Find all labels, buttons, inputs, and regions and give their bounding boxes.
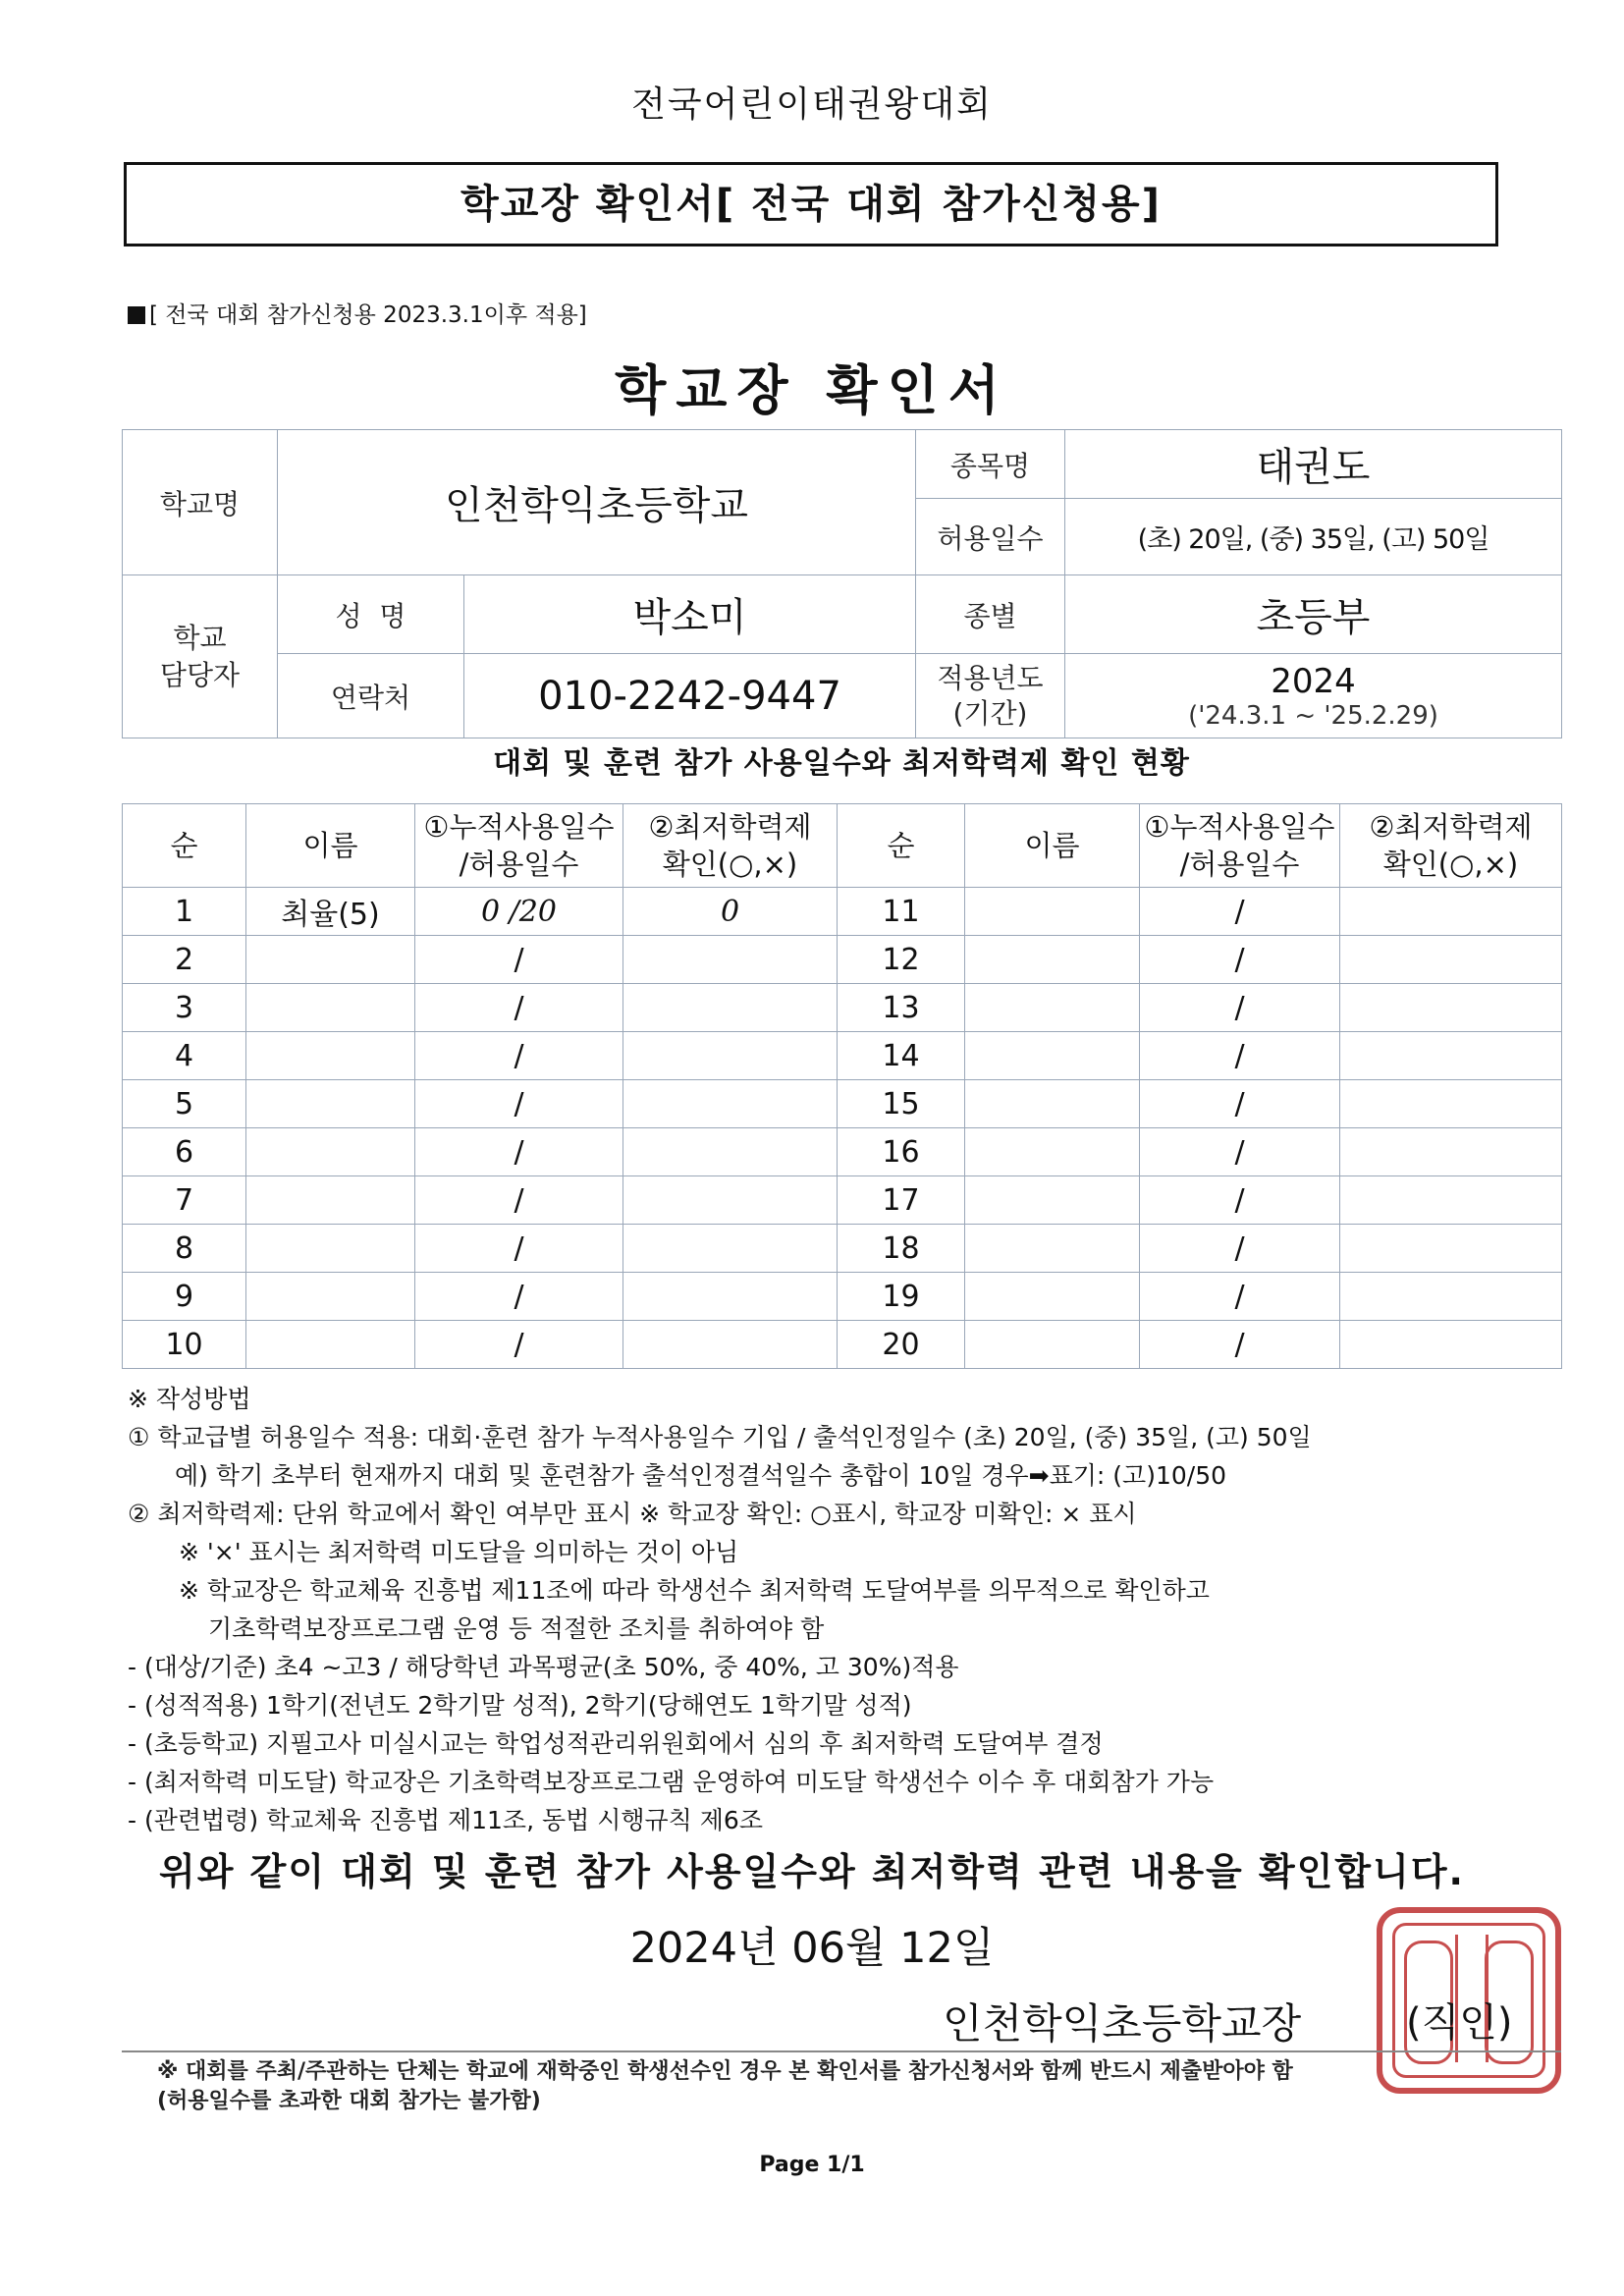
footer-note	[157, 2057, 1571, 2116]
row-check-cell	[623, 936, 838, 984]
notice-line	[128, 297, 587, 329]
row-number-cell: 17	[838, 1176, 965, 1225]
table-row	[123, 1032, 1562, 1080]
row-days-cell: /	[415, 1176, 623, 1225]
table-row	[123, 1080, 1562, 1128]
row-number-cell: 8	[123, 1225, 246, 1273]
year-period: ('24.3.1 ~ '25.2.29)	[1188, 700, 1438, 731]
col-header-no: 순	[838, 804, 965, 888]
row-name-cell	[965, 1225, 1140, 1273]
row-name-cell	[965, 1128, 1140, 1176]
row-days-cell: /	[1140, 888, 1340, 936]
row-days-cell: /	[1140, 984, 1340, 1032]
row-number-cell: 2	[123, 936, 246, 984]
row-days-cell: /	[415, 1321, 623, 1369]
category-label: 종별	[916, 575, 1065, 654]
row-check-cell	[623, 1225, 838, 1273]
row-name-cell	[246, 1176, 415, 1225]
row-days-cell: /	[1140, 936, 1340, 984]
footer-line: ※ 대회를 주최/주관하는 단체는 학교에 재학중인 학생선수인 경우 본 확인서를 참가신청서와 함께 반드시 제출받아야 함	[157, 2059, 1293, 2084]
row-check-cell	[1340, 1032, 1562, 1080]
row-check-cell	[1340, 888, 1562, 936]
table-row	[123, 1128, 1562, 1176]
row-number-cell: 15	[838, 1080, 965, 1128]
instruction-line: - (관련법령) 학교체육 진흥법 제11조, 동법 시행규칙 제6조	[128, 1806, 763, 1834]
table-row	[123, 1176, 1562, 1225]
row-days-cell: 0 /20	[415, 888, 623, 936]
row-days-cell: /	[415, 1080, 623, 1128]
row-check-cell	[623, 1080, 838, 1128]
row-check-cell	[1340, 1225, 1562, 1273]
row-name-cell: 최율(5)	[246, 888, 415, 936]
row-check-cell	[623, 1176, 838, 1225]
col-header-name: 이름	[246, 804, 415, 888]
instruction-line: ② 최저학력제: 단위 학교에서 확인 여부만 표시 ※ 학교장 확인: ○표시, 학교장 미확인: × 표시	[128, 1500, 1137, 1528]
row-check-cell	[1340, 1080, 1562, 1128]
instruction-line: ※ 작성방법	[128, 1385, 251, 1413]
row-name-cell	[965, 936, 1140, 984]
instruction-line: ※ 학교장은 학교체육 진흥법 제11조에 따라 학생선수 최저학력 도달여부를 의무적으로 확인하고	[179, 1576, 1210, 1605]
instruction-line: - (최저학력 미도달) 학교장은 기초학력보장프로그램 운영하여 미도달 학생선수 이수 후 대회참가 가능	[128, 1768, 1215, 1796]
row-days-cell: /	[1140, 1225, 1340, 1273]
usage-table	[122, 803, 1562, 1369]
col-header-academic: ②최저학력제 확인(○,×)	[1340, 804, 1562, 888]
row-number-cell: 9	[123, 1273, 246, 1321]
footer-line: (허용일수를 초과한 대회 참가는 불가함)	[157, 2089, 541, 2113]
row-check-cell	[623, 984, 838, 1032]
box-title: 학교장 확인서[ 전국 대회 참가신청용]	[460, 182, 1162, 227]
staff-label: 학교 담당자	[123, 575, 278, 738]
col-header-days: ①누적사용일수 /허용일수	[415, 804, 623, 888]
col-header-days: ①누적사용일수 /허용일수	[1140, 804, 1340, 888]
footer-divider	[122, 2050, 1561, 2052]
instruction-line: 기초학력보장프로그램 운영 등 적절한 조치를 취하여야 함	[208, 1614, 825, 1643]
table-row	[123, 936, 1562, 984]
row-days-cell: /	[1140, 1273, 1340, 1321]
year-label: 적용년도 (기간)	[916, 654, 1065, 738]
row-check-cell	[623, 1321, 838, 1369]
row-name-cell	[965, 984, 1140, 1032]
row-check-cell	[623, 1128, 838, 1176]
table-row	[123, 984, 1562, 1032]
info-table	[122, 429, 1562, 738]
row-name-cell	[246, 1128, 415, 1176]
row-check-cell	[1340, 1176, 1562, 1225]
table-row	[123, 1273, 1562, 1321]
row-name-cell	[965, 1080, 1140, 1128]
row-check-cell	[1340, 1128, 1562, 1176]
school-value: 인천학익초등학교	[278, 430, 916, 575]
row-name-cell	[965, 1273, 1140, 1321]
principal-name: 인천학익초등학교장	[943, 1999, 1302, 2048]
row-name-cell	[965, 1321, 1140, 1369]
category-value: 초등부	[1065, 575, 1562, 654]
year-cell	[1065, 654, 1562, 738]
row-number-cell: 18	[838, 1225, 965, 1273]
row-name-cell	[965, 1032, 1140, 1080]
title-box	[124, 162, 1498, 246]
row-name-cell	[246, 1321, 415, 1369]
sport-value: 태권도	[1065, 430, 1562, 499]
row-days-cell: /	[415, 1225, 623, 1273]
instruction-line: - (성적적용) 1학기(전년도 2학기말 성적), 2학기(당해연도 1학기말 성적)	[128, 1691, 912, 1720]
row-name-cell	[246, 936, 415, 984]
row-days-cell: /	[415, 984, 623, 1032]
instructions	[128, 1380, 1542, 1839]
row-number-cell: 19	[838, 1273, 965, 1321]
row-check-cell	[1340, 936, 1562, 984]
col-header-name: 이름	[965, 804, 1140, 888]
row-check-cell	[623, 1273, 838, 1321]
row-number-cell: 14	[838, 1032, 965, 1080]
allowed-days-value: (초) 20일, (중) 35일, (고) 50일	[1065, 499, 1562, 575]
row-number-cell: 6	[123, 1128, 246, 1176]
row-name-cell	[965, 1176, 1140, 1225]
issue-date: 2024년 06월 12일	[629, 1924, 995, 1973]
row-days-cell: /	[1140, 1321, 1340, 1369]
instruction-line: 예) 학기 초부터 현재까지 대회 및 훈련참가 출석인정결석일수 총합이 10일 경우➡표기: (고)10/50	[175, 1461, 1227, 1490]
row-days-cell: /	[1140, 1176, 1340, 1225]
school-label: 학교명	[123, 430, 278, 575]
row-number-cell: 3	[123, 984, 246, 1032]
sport-label: 종목명	[916, 430, 1065, 499]
row-check-cell: 0	[623, 888, 838, 936]
notice-text: [ 전국 대회 참가신청용 2023.3.1이후 적용]	[149, 302, 587, 328]
name-value: 박소미	[464, 575, 916, 654]
confirm-statement: 위와 같이 대회 및 훈련 참가 사용일수와 최저학력 관련 내용을 확인합니다.	[159, 1850, 1465, 1893]
page-number: Page 1/1	[759, 2153, 865, 2177]
row-number-cell: 10	[123, 1321, 246, 1369]
row-check-cell	[1340, 1321, 1562, 1369]
instruction-line: - (초등학교) 지필고사 미실시교는 학업성적관리위원회에서 심의 후 최저학력 도달여부 결정	[128, 1729, 1104, 1758]
row-check-cell	[1340, 1273, 1562, 1321]
row-name-cell	[246, 1273, 415, 1321]
row-days-cell: /	[415, 1128, 623, 1176]
row-number-cell: 7	[123, 1176, 246, 1225]
square-bullet-icon	[128, 306, 145, 324]
row-days-cell: /	[1140, 1128, 1340, 1176]
row-number-cell: 13	[838, 984, 965, 1032]
row-name-cell	[246, 984, 415, 1032]
name-label: 성 명	[278, 575, 464, 654]
table-row	[123, 1321, 1562, 1369]
row-number-cell: 11	[838, 888, 965, 936]
contact-label: 연락처	[278, 654, 464, 738]
instruction-line: ① 학교급별 허용일수 적용: 대회·훈련 참가 누적사용일수 기입 / 출석인정일수 (초) 20일, (중) 35일, (고) 50일	[128, 1423, 1312, 1451]
row-number-cell: 16	[838, 1128, 965, 1176]
row-name-cell	[965, 888, 1140, 936]
row-check-cell	[1340, 984, 1562, 1032]
row-days-cell: /	[415, 1032, 623, 1080]
row-number-cell: 4	[123, 1032, 246, 1080]
row-days-cell: /	[1140, 1032, 1340, 1080]
instruction-line: ※ '×' 표시는 최저학력 미도달을 의미하는 것이 아님	[179, 1538, 739, 1566]
row-name-cell	[246, 1225, 415, 1273]
row-number-cell: 12	[838, 936, 965, 984]
table-row	[123, 1225, 1562, 1273]
row-number-cell: 5	[123, 1080, 246, 1128]
event-name: 전국어린이태권왕대회	[631, 84, 993, 125]
table-row	[123, 888, 1562, 936]
year-value: 2024	[1271, 661, 1356, 701]
row-number-cell: 1	[123, 888, 246, 936]
row-days-cell: /	[415, 1273, 623, 1321]
row-name-cell	[246, 1080, 415, 1128]
col-header-no: 순	[123, 804, 246, 888]
row-name-cell	[246, 1032, 415, 1080]
col-header-academic: ②최저학력제 확인(○,×)	[623, 804, 838, 888]
row-days-cell: /	[415, 936, 623, 984]
row-number-cell: 20	[838, 1321, 965, 1369]
contact-value: 010-2242-9447	[464, 654, 916, 738]
instruction-line: - (대상/기준) 초4 ~고3 / 해당학년 과목평균(초 50%, 중 40%, 고 30%)적용	[128, 1653, 959, 1681]
row-days-cell: /	[1140, 1080, 1340, 1128]
row-check-cell	[623, 1032, 838, 1080]
document-title: 학교장 확인서	[615, 359, 1009, 421]
seal-label: (직인)	[1406, 2000, 1513, 2046]
usage-table-heading: 대회 및 훈련 참가 사용일수와 최저학력제 확인 현황	[493, 746, 1190, 781]
allowed-days-label: 허용일수	[916, 499, 1065, 575]
